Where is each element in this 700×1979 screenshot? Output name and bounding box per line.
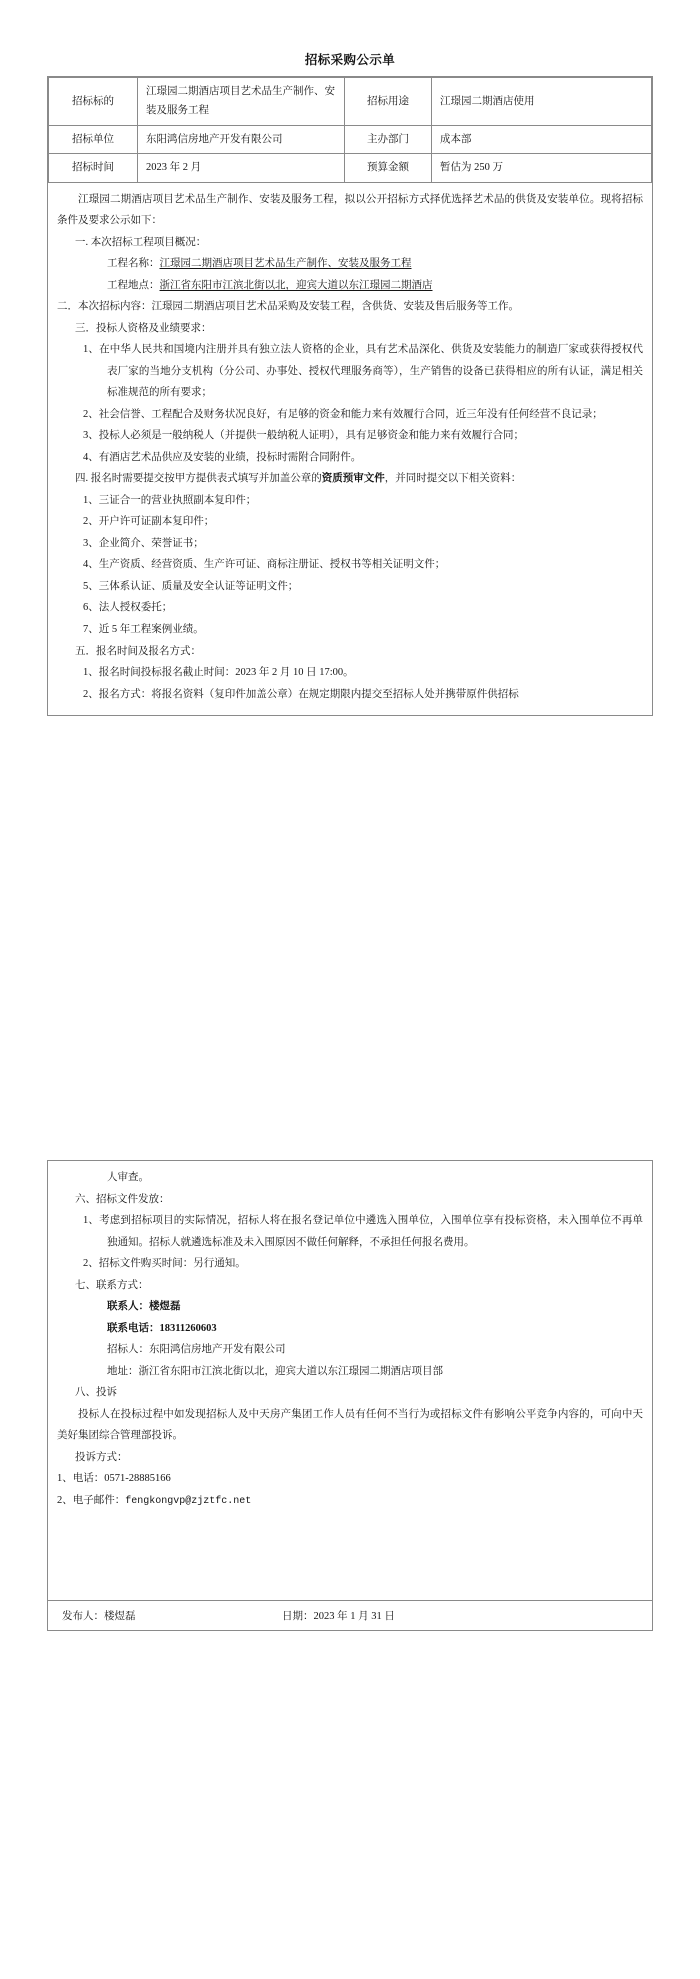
qualification-prequalification-emphasis: 资质预审文件 <box>321 473 385 485</box>
list-item: 3、企业简介、荣誉证书； <box>83 537 204 549</box>
list-item: 2、招标文件购买时间：另行通知。 <box>83 1258 246 1270</box>
footer-date: 日期：2023 年 1 月 31 日 <box>282 1611 395 1623</box>
section-4-heading <box>57 468 643 490</box>
project-name-line <box>57 253 643 275</box>
list-item: 1、三证合一的营业执照副本复印件； <box>83 494 257 506</box>
table-cell-value: 江璟园二期酒店项目艺术品生产制作、安装及服务工程 <box>138 78 345 126</box>
section-7-heading: 七、联系方式： <box>75 1279 149 1291</box>
tenderer-address: 地址：浙江省东阳市江滨北街以北，迎宾大道以东江璟园二期酒店项目部 <box>107 1365 443 1377</box>
project-name-label: 工程名称： <box>107 258 160 270</box>
section-5-heading: 五．报名时间及报名方式： <box>75 645 201 657</box>
table-cell-value: 东阳鸿信房地产开发有限公司 <box>138 125 345 153</box>
list-item: 2、开户许可证副本复印件； <box>83 516 215 528</box>
tenderer-name: 招标人：东阳鸿信房地产开发有限公司 <box>107 1344 286 1356</box>
document-footer <box>48 1600 652 1630</box>
table-cell-label: 招标标的 <box>49 78 138 126</box>
bottom-whitespace <box>57 1512 643 1590</box>
complaint-email <box>57 1490 643 1513</box>
project-site-line <box>57 275 643 297</box>
list-item: 6、法人授权委托； <box>83 602 173 614</box>
list-item: 2、报名方式：将报名资料（复印件加盖公章）在规定期限内提交至招标人处并携带原件供招标 <box>83 688 519 700</box>
table-cell-label: 主办部门 <box>345 125 432 153</box>
list-item: 1、报名时间投标报名截止时间：2023 年 2 月 10 日 17:00。 <box>83 667 354 679</box>
project-site-label: 工程地点： <box>107 279 160 291</box>
project-name-value: 江璟园二期酒店项目艺术品生产制作、安装及服务工程 <box>159 258 412 270</box>
page-1-content-frame <box>47 76 653 716</box>
page-2-content-frame <box>47 1160 653 1631</box>
table-cell-value: 成本部 <box>432 125 652 153</box>
complaint-phone: 1、电话：0571-28885166 <box>57 1473 171 1485</box>
table-cell-label: 招标用途 <box>345 78 432 126</box>
table-cell-value: 暂估为 250 万 <box>432 154 652 182</box>
section-2-heading: 二．本次招标内容：江璟园二期酒店项目艺术品采购及安装工程，含供货、安装及售后服务等工作。 <box>57 301 519 313</box>
section-4-heading-part2: ，并同时提交以下相关资料： <box>384 473 522 485</box>
table-row <box>49 154 652 182</box>
complaint-method-label: 投诉方式： <box>75 1451 128 1463</box>
list-item: 2、社会信誉、工程配合及财务状况良好，有足够的资金和能力来有效履行合同，近三年没有任何经营不良记录； <box>83 408 603 420</box>
complaint-paragraph: 投标人在投标过程中如发现招标人及中天房产集团工作人员有任何不当行为或招标文件有影响公平竞争内容的，可向中天美好集团综合管理部投诉。 <box>57 1408 643 1442</box>
list-item: 1、在中华人民共和国境内注册并具有独立法人资格的企业，具有艺术品深化、供货及安装能力的制造厂家或获得授权代表厂家的当地分支机构（分公司、办事处、授权代理服务商等），生产销售的设备已获得相应的所有认证，满足相关标准规范的所有要求； <box>83 344 643 399</box>
section-6-heading: 六、招标文件发放： <box>75 1193 170 1205</box>
section-8-heading: 八、投诉 <box>75 1387 117 1399</box>
list-item: 3、投标人必须是一般纳税人（并提供一般纳税人证明），具有足够资金和能力来有效履行合同； <box>83 430 524 442</box>
table-cell-label: 预算金额 <box>345 154 432 182</box>
page-title: 招标采购公示单 <box>304 53 396 67</box>
intro-paragraph: 江璟园二期酒店项目艺术品生产制作、安装及服务工程，拟以公开招标方式择优选择艺术品的供货及安装单位。现将招标条件及要求公示如下： <box>57 193 643 227</box>
section-1-heading: 一. 本次招标工程项目概况： <box>75 236 207 248</box>
list-item: 5、三体系认证、质量及安全认证等证明文件； <box>83 580 299 592</box>
document-page-1 <box>0 0 700 975</box>
list-item: 7、近 5 年工程案例业绩。 <box>83 624 204 635</box>
contact-phone: 联系电话：18311260603 <box>107 1322 217 1334</box>
table-row <box>49 125 652 153</box>
table-cell-value: 2023 年 2 月 <box>138 154 345 182</box>
page-break-gap <box>0 975 700 1160</box>
contact-person: 联系人：楼煜磊 <box>107 1301 181 1313</box>
section-3-heading: 三．投标人资格及业绩要求： <box>75 322 212 334</box>
project-site-value: 浙江省东阳市江滨北街以北，迎宾大道以东江璟园二期酒店 <box>159 279 433 291</box>
complaint-email-value: fengkongvp@zjztfc.net <box>125 1495 252 1507</box>
document-page-2 <box>0 975 700 1979</box>
section-4-heading-part1: 四. 报名时需要提交按甲方提供表式填写并加盖公章的 <box>75 473 322 485</box>
footer-publisher: 发布人：楼煜磊 <box>62 1611 136 1623</box>
table-cell-label: 招标时间 <box>49 154 138 182</box>
table-cell-value: 江璟园二期酒店使用 <box>432 78 652 126</box>
list-item: 4、生产资质、经营资质、生产许可证、商标注册证、授权书等相关证明文件； <box>83 559 446 571</box>
table-cell-label: 招标单位 <box>49 125 138 153</box>
list-item: 1、考虑到招标项目的实际情况，招标人将在报名登记单位中遴选入围单位，入围单位享有投标资格，未入围单位不再单独通知。招标人就遴选标准及未入围原因不做任何解释，不承担任何报名费用。 <box>83 1215 643 1248</box>
bid-info-table <box>48 77 652 183</box>
list-item: 4、有酒店艺术品供应及安装的业绩，投标时需附合同附件。 <box>83 451 362 463</box>
page-2-body <box>48 1161 652 1600</box>
table-row <box>49 78 652 126</box>
page-1-body <box>48 183 652 715</box>
complaint-email-label: 2、电子邮件： <box>57 1494 126 1506</box>
section-5-continuation: 人审查。 <box>107 1172 149 1183</box>
